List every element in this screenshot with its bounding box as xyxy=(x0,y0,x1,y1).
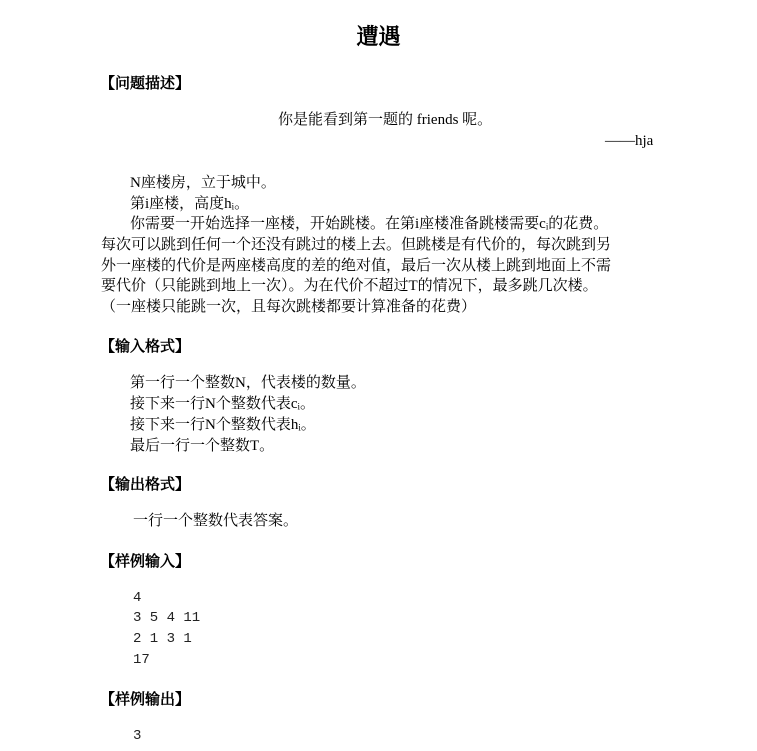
desc-line: 第i座楼，高度hᵢ。 xyxy=(130,196,250,212)
heading-sample-input: 【样例输入】 xyxy=(100,552,191,570)
page-title: 遭遇 xyxy=(356,25,401,50)
desc-line: （一座楼只能跳一次，且每次跳楼都要计算准备的花费） xyxy=(101,299,477,315)
input-format-line: 最后一行一个整数T。 xyxy=(130,438,275,454)
input-format-line: 接下来一行N个整数代表cᵢ。 xyxy=(130,396,315,412)
sample-input-line: 2 1 3 1 xyxy=(133,631,192,647)
sample-input-line: 17 xyxy=(133,652,150,668)
heading-input-format: 【输入格式】 xyxy=(100,337,191,355)
sample-output-line: 3 xyxy=(133,728,142,744)
sample-input-line: 4 xyxy=(133,590,142,606)
output-format-line: 一行一个整数代表答案。 xyxy=(133,513,299,529)
heading-output-format: 【输出格式】 xyxy=(100,475,191,493)
heading-description: 【问题描述】 xyxy=(100,74,191,92)
desc-line: N座楼房，立于城中。 xyxy=(130,175,276,191)
desc-line: 每次可以跳到任何一个还没有跳过的楼上去。但跳楼是有代价的，每次跳到另 xyxy=(101,237,612,253)
sample-input-line: 3 5 4 11 xyxy=(133,610,201,626)
input-format-line: 接下来一行N个整数代表hᵢ。 xyxy=(130,417,316,433)
desc-line: 外一座楼的代价是两座楼高度的差的绝对值，最后一次从楼上跳到地面上不需 xyxy=(101,258,612,274)
input-format-line: 第一行一个整数N，代表楼的数量。 xyxy=(130,375,366,391)
desc-line: 要代价（只能跳到地上一次）。为在代价不超过T的情况下，最多跳几次楼。 xyxy=(101,278,598,294)
quote-text: 你是能看到第一题的 friends 呢。 xyxy=(278,112,493,128)
quote-author: ——hja xyxy=(605,133,654,149)
heading-sample-output: 【样例输出】 xyxy=(100,690,191,708)
desc-line: 你需要一开始选择一座楼，开始跳楼。在第i座楼准备跳楼需要cᵢ的花费。 xyxy=(130,216,609,232)
